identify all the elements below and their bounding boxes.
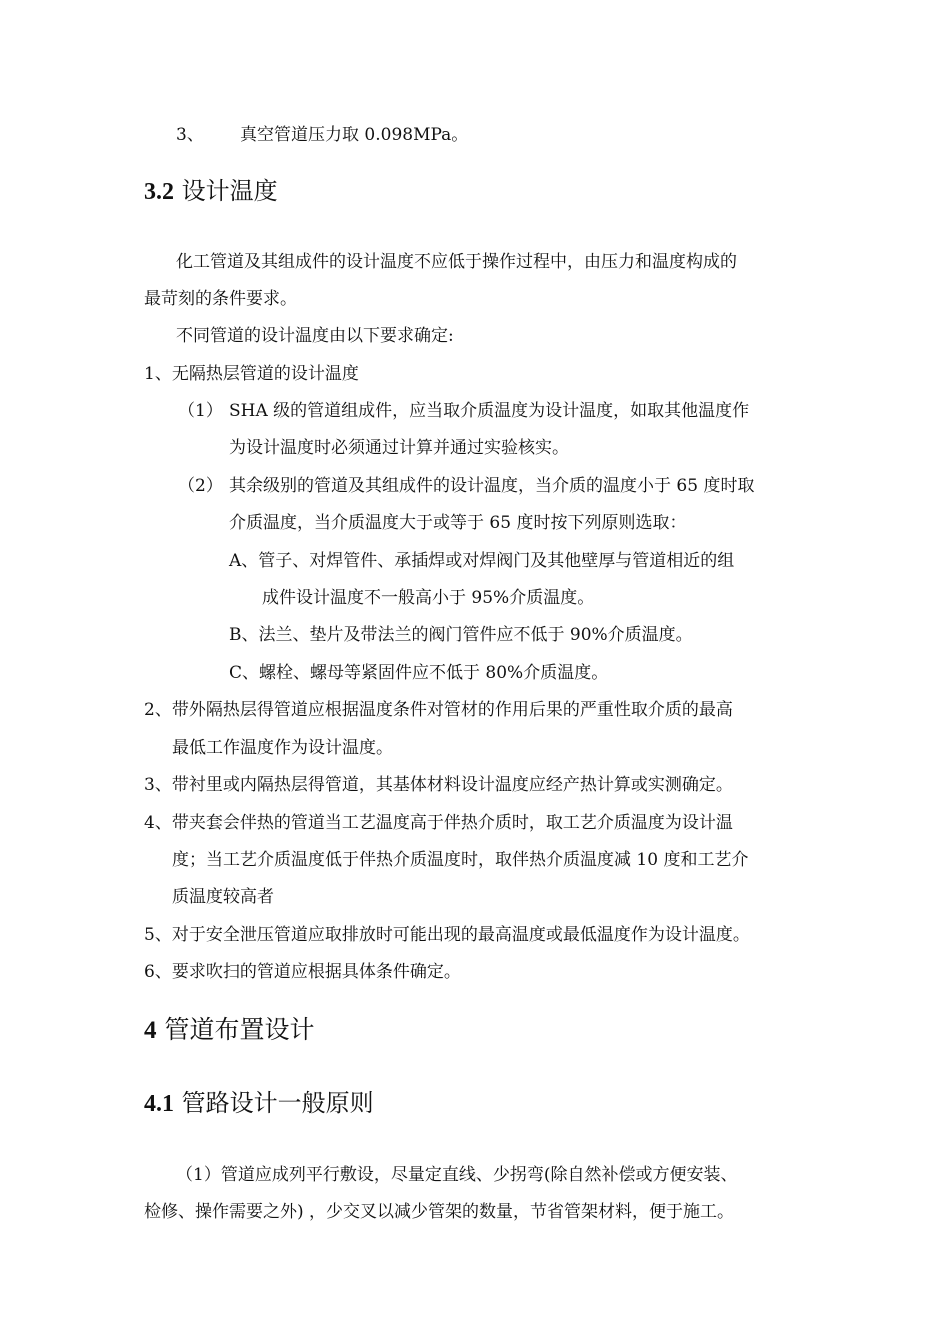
- rule-a: A、管子、对焊管件、承插焊或对焊阀门及其他壁厚与管道相近的组: [229, 551, 735, 571]
- section-number: 3.2: [144, 179, 174, 205]
- sub-item-label: （2）: [178, 476, 223, 496]
- list-text: 真空管道压力取 0.098MPa。: [240, 125, 469, 145]
- sub-item-2: [178, 475, 754, 497]
- list-item-4-continued: 质温度较高者: [172, 887, 274, 907]
- rule-c: C、螺栓、螺母等紧固件应不低于 80%介质温度。: [229, 663, 609, 683]
- list-item-4: 4、带夹套会伴热的管道当工艺温度高于伴热介质时，取工艺介质温度为设计温: [144, 813, 733, 833]
- section-title: 管路设计一般原则: [181, 1089, 374, 1117]
- rule-b: B、法兰、垫片及带法兰的阀门管件应不低于 90%介质温度。: [229, 625, 693, 645]
- rule-a-continued: 成件设计温度不一般高小于 95%介质温度。: [262, 588, 595, 608]
- paragraph-line: （1）管道应成列平行敷设，尽量定直线、少拐弯(除自然补偿或方便安装、: [176, 1165, 738, 1185]
- paragraph-line: 最苛刻的条件要求。: [144, 289, 297, 309]
- sub-item-label: （1）: [178, 401, 223, 421]
- section-heading-4-1: [144, 1088, 374, 1119]
- list-item-2: 2、带外隔热层得管道应根据温度条件对管材的作用后果的严重性取介质的最高: [144, 700, 733, 720]
- list-number: 3、: [176, 125, 204, 145]
- section-heading-4: [144, 1014, 314, 1047]
- section-title: 设计温度: [181, 177, 278, 205]
- list-item-1-title: 1、无隔热层管道的设计温度: [144, 364, 359, 384]
- paragraph-line: 化工管道及其组成件的设计温度不应低于操作过程中，由压力和温度构成的: [176, 252, 737, 272]
- section-heading-3-2: [144, 176, 278, 207]
- list-item-2-continued: 最低工作温度作为设计温度。: [172, 738, 393, 758]
- section-title: 管道布置设计: [164, 1015, 315, 1044]
- section-number: 4: [144, 1017, 157, 1044]
- sub-item-text: 其余级别的管道及其组成件的设计温度，当介质的温度小于 65 度时取: [229, 476, 755, 496]
- list-item-3-vacuum: [176, 124, 468, 146]
- section-number: 4.1: [144, 1091, 174, 1117]
- list-item-5: 5、对于安全泄压管道应取排放时可能出现的最高温度或最低温度作为设计温度。: [144, 925, 750, 945]
- sub-item-2-continued: 介质温度，当介质温度大于或等于 65 度时按下列原则选取：: [229, 513, 687, 533]
- paragraph-line: 检修、操作需要之外) ，少交叉以减少管架的数量，节省管架材料，便于施工。: [144, 1202, 735, 1222]
- list-item-4-continued: 度；当工艺介质温度低于伴热介质温度时，取伴热介质温度减 10 度和工艺介: [172, 850, 749, 870]
- list-item-6: 6、要求吹扫的管道应根据具体条件确定。: [144, 962, 461, 982]
- sub-item-1-continued: 为设计温度时必须通过计算并通过实验核实。: [229, 438, 569, 458]
- sub-item-text: SHA 级的管道组成件，应当取介质温度为设计温度，如取其他温度作: [229, 401, 750, 421]
- list-item-3: 3、带衬里或内隔热层得管道，其基体材料设计温度应经产热计算或实测确定。: [144, 775, 733, 795]
- sub-item-1: [178, 400, 749, 422]
- paragraph-line: 不同管道的设计温度由以下要求确定:: [176, 326, 454, 346]
